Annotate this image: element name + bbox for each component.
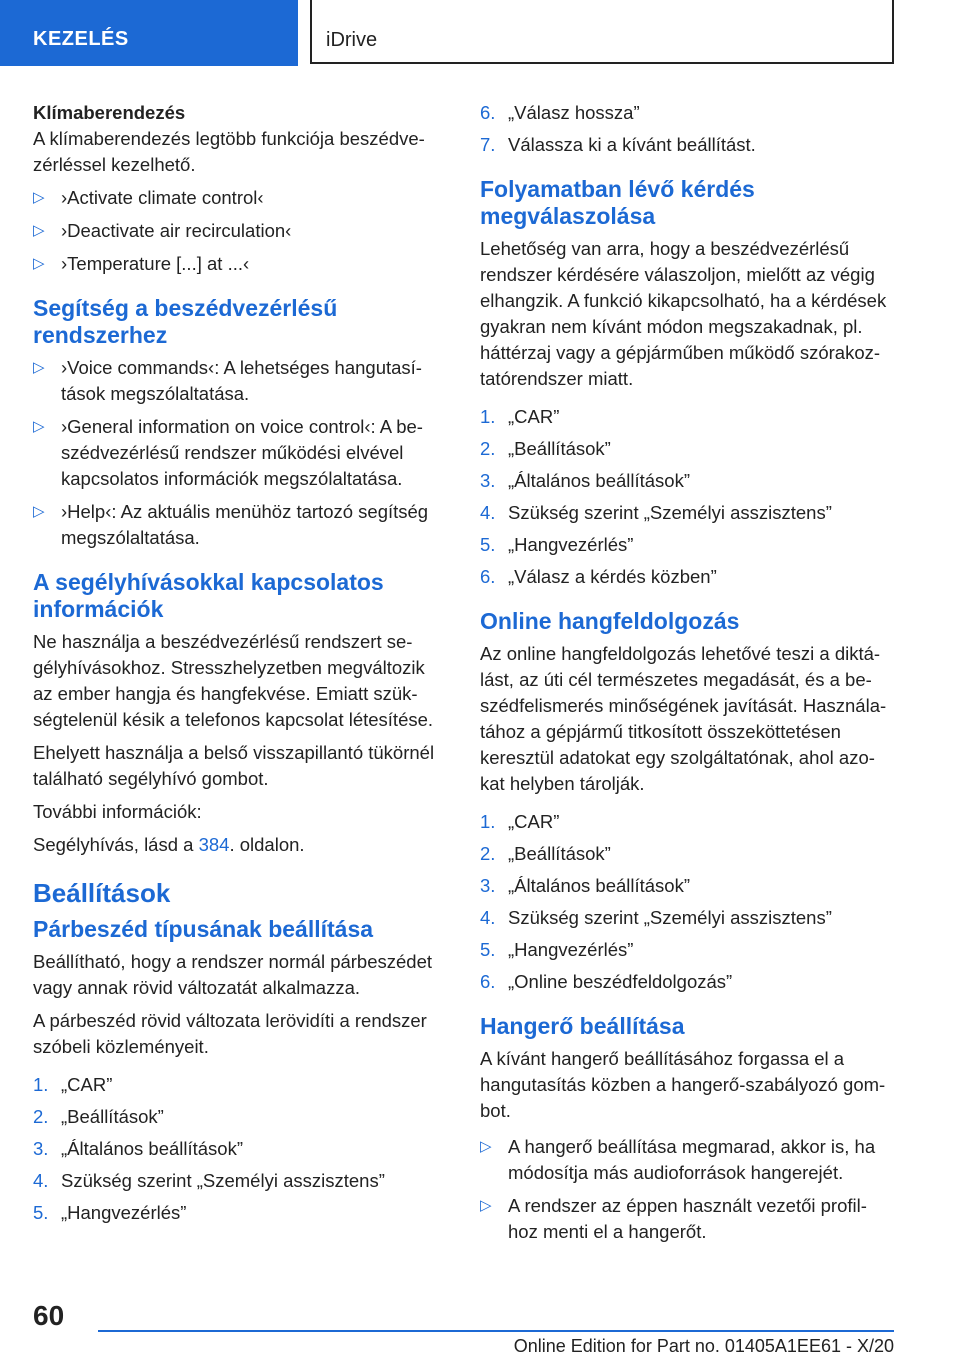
bullet-triangle-icon: ▷ bbox=[33, 255, 45, 272]
numbered-step bbox=[480, 873, 896, 899]
bullet-item bbox=[33, 499, 445, 551]
numbered-step bbox=[33, 1200, 445, 1226]
online-paragraph: Az online hangfeldolgozás lehetővé teszi a diktá- lást, az úti cél természetes megadását, és a be- szédfelismerés minőségének javítását. Használa- tához a gépjármű titkosított összeköttetésen keresztül adatokat egy szolgáltatónak, ahol azo- kat helyben tárolják. bbox=[480, 643, 887, 794]
step-number: 2. bbox=[33, 1106, 49, 1127]
numbered-step bbox=[480, 404, 896, 430]
numbered-step bbox=[33, 1104, 445, 1130]
step-text: „Általános beállítások” bbox=[508, 470, 691, 491]
section-label: iDrive bbox=[326, 29, 378, 51]
numbered-step bbox=[480, 100, 896, 126]
numbered-step bbox=[33, 1168, 445, 1194]
volume-paragraph: A kívánt hangerő beállításához forgassa el a hangutasítás közben a hangerő-szabályozó gom- bot. bbox=[480, 1048, 886, 1121]
step-number: 2. bbox=[480, 438, 496, 459]
page-header bbox=[0, 0, 960, 68]
step-number: 6. bbox=[480, 102, 496, 123]
bullet-item bbox=[33, 414, 445, 492]
online-steps bbox=[480, 809, 896, 995]
numbered-step bbox=[480, 468, 896, 494]
step-text: Válassza ki a kívánt beállítást. bbox=[508, 134, 756, 155]
bullet-item bbox=[480, 1134, 896, 1186]
step-text: „Válasz a kérdés közben” bbox=[508, 566, 717, 587]
bullet-triangle-icon: ▷ bbox=[33, 418, 45, 435]
bullet-text: ›Deactivate air recirculation‹ bbox=[61, 220, 292, 241]
numbered-step bbox=[480, 500, 896, 526]
step-number: 3. bbox=[480, 875, 496, 896]
help-bullets bbox=[33, 355, 445, 551]
answer-steps bbox=[480, 404, 896, 590]
bullet-text: A rendszer az éppen használt vezetői profil- hoz menti el a hangerőt. bbox=[508, 1195, 867, 1242]
sos-heading: A segélyhívásokkal kapcsolatos információk bbox=[33, 569, 384, 622]
bullet-text: ›General information on voice control‹: A be- szédvezérlésű rendszer működési elvével kapcsolatos információk megszólaltatása. bbox=[61, 416, 423, 489]
step-number: 4. bbox=[33, 1170, 49, 1191]
sos-ref-pre: Segélyhívás, lásd a bbox=[33, 834, 199, 855]
step-text: „CAR” bbox=[508, 811, 560, 832]
dialog-paragraph-2: A párbeszéd rövid változata lerövidíti a rendszer szóbeli közleményeit. bbox=[33, 1010, 427, 1057]
step-number: 4. bbox=[480, 907, 496, 928]
step-text: „CAR” bbox=[61, 1074, 113, 1095]
step-text: „Általános beállítások” bbox=[508, 875, 691, 896]
step-number: 3. bbox=[480, 470, 496, 491]
volume-heading: Hangerő beállítása bbox=[480, 1013, 685, 1039]
section-box bbox=[310, 0, 894, 64]
chapter-tab bbox=[0, 0, 298, 66]
step-number: 2. bbox=[480, 843, 496, 864]
footer-edition: Online Edition for Part no. 01405A1EE61 - X/20 bbox=[513, 1336, 894, 1356]
numbered-step bbox=[480, 132, 896, 158]
step-number: 6. bbox=[480, 971, 496, 992]
step-text: „CAR” bbox=[508, 406, 560, 427]
bullet-item bbox=[33, 355, 445, 407]
answer-paragraph: Lehetőség van arra, hogy a beszédvezérlésű rendszer kérdésére válaszoljon, mielőtt az végig elhangzik. A funkció kikapcsolható, ha a kérdések gyakran nem kívánt módon megszakadnak, pl. háttérzaj vagy a gépjárműben működő szórakoz- tatórendszer miatt. bbox=[480, 238, 887, 389]
sos-paragraph-2: Ehelyett használja a belső visszapillantó tükörnél található segélyhívó gombot. bbox=[33, 742, 435, 789]
settings-heading: Beállítások bbox=[33, 878, 171, 908]
bullet-text: ›Activate climate control‹ bbox=[61, 187, 264, 208]
step-text: „Általános beállítások” bbox=[61, 1138, 244, 1159]
step-text: „Hangvezérlés” bbox=[508, 534, 634, 555]
step-text: Szükség szerint „Személyi asszisztens” bbox=[61, 1170, 385, 1191]
bullet-triangle-icon: ▷ bbox=[33, 189, 45, 206]
step-text: „Beállítások” bbox=[508, 438, 611, 459]
answer-heading: Folyamatban lévő kérdés megválaszolása bbox=[480, 176, 755, 229]
sos-ref-post: . oldalon. bbox=[229, 834, 305, 855]
bullet-triangle-icon: ▷ bbox=[480, 1138, 492, 1155]
left-column bbox=[33, 100, 445, 1232]
bullet-triangle-icon: ▷ bbox=[480, 1197, 492, 1214]
bullet-triangle-icon: ▷ bbox=[33, 503, 45, 520]
step-number: 7. bbox=[480, 134, 496, 155]
bullet-text: A hangerő beállítása megmarad, akkor is, ha módosítja más audioforrások hangerejét. bbox=[508, 1136, 876, 1183]
step-number: 5. bbox=[480, 939, 496, 960]
dialog-heading: Párbeszéd típusának beállítása bbox=[33, 916, 374, 942]
numbered-step bbox=[480, 969, 896, 995]
step-number: 1. bbox=[480, 406, 496, 427]
help-heading: Segítség a beszédvezérlésű rendszerhez bbox=[33, 295, 338, 348]
numbered-step bbox=[480, 564, 896, 590]
step-text: „Hangvezérlés” bbox=[508, 939, 634, 960]
bullet-text: ›Voice commands‹: A lehetséges hangutasí- tások megszólaltatása. bbox=[61, 357, 422, 404]
bullet-item bbox=[33, 218, 445, 244]
step-text: Szükség szerint „Személyi asszisztens” bbox=[508, 502, 832, 523]
bullet-item bbox=[33, 251, 445, 277]
page-number: 60 bbox=[33, 1300, 65, 1331]
sos-paragraph-3: További információk: bbox=[33, 801, 202, 822]
numbered-step bbox=[33, 1136, 445, 1162]
step-number: 5. bbox=[33, 1202, 49, 1223]
numbered-step bbox=[33, 1072, 445, 1098]
volume-bullets bbox=[480, 1134, 896, 1245]
klima-heading: Klímaberendezés bbox=[33, 102, 186, 123]
step-number: 1. bbox=[480, 811, 496, 832]
sos-paragraph-1: Ne használja a beszédvezérlésű rendszert se- gélyhívásokhoz. Stresszhelyzetben megváltozik az ember hangja és hangfekvése. Emiatt szük- ségtelenül késik a telefonos kapcsolat létesítése. bbox=[33, 631, 434, 730]
klima-text: A klímaberendezés legtöbb funkciója beszédve- zérléssel kezelhető. bbox=[33, 128, 425, 175]
dialog-steps bbox=[33, 1072, 445, 1226]
step-number: 3. bbox=[33, 1138, 49, 1159]
step-text: „Hangvezérlés” bbox=[61, 1202, 187, 1223]
right-column bbox=[480, 100, 896, 1252]
dialog-paragraph-1: Beállítható, hogy a rendszer normál párbeszédet vagy annak rövid változatát alkalmazza. bbox=[33, 951, 433, 998]
bullet-text: ›Help‹: Az aktuális menühöz tartozó segítség megszólaltatása. bbox=[61, 501, 429, 548]
numbered-step bbox=[480, 937, 896, 963]
step-number: 6. bbox=[480, 566, 496, 587]
footer-divider bbox=[98, 1330, 894, 1332]
numbered-step bbox=[480, 841, 896, 867]
bullet-text: ›Temperature [...] at ...‹ bbox=[61, 253, 250, 274]
numbered-step bbox=[480, 532, 896, 558]
step-number: 5. bbox=[480, 534, 496, 555]
bullet-triangle-icon: ▷ bbox=[33, 359, 45, 376]
bullet-triangle-icon: ▷ bbox=[33, 222, 45, 239]
online-heading: Online hangfeldolgozás bbox=[480, 608, 740, 634]
bullet-item bbox=[480, 1193, 896, 1245]
step-text: Szükség szerint „Személyi asszisztens” bbox=[508, 907, 832, 928]
numbered-step bbox=[480, 436, 896, 462]
step-text: „Online beszédfeldolgozás” bbox=[508, 971, 733, 992]
step-number: 4. bbox=[480, 502, 496, 523]
klima-bullets bbox=[33, 185, 445, 277]
numbered-step bbox=[480, 905, 896, 931]
chapter-label: KEZELÉS bbox=[33, 28, 129, 50]
step-text: „Beállítások” bbox=[61, 1106, 164, 1127]
sos-paragraph-4 bbox=[33, 832, 445, 858]
dialog-steps-cont bbox=[480, 100, 896, 158]
numbered-step bbox=[480, 809, 896, 835]
step-text: „Beállítások” bbox=[508, 843, 611, 864]
step-text: „Válasz hossza” bbox=[508, 102, 640, 123]
step-number: 1. bbox=[33, 1074, 49, 1095]
page-ref-link[interactable]: 384 bbox=[198, 834, 230, 855]
bullet-item bbox=[33, 185, 445, 211]
